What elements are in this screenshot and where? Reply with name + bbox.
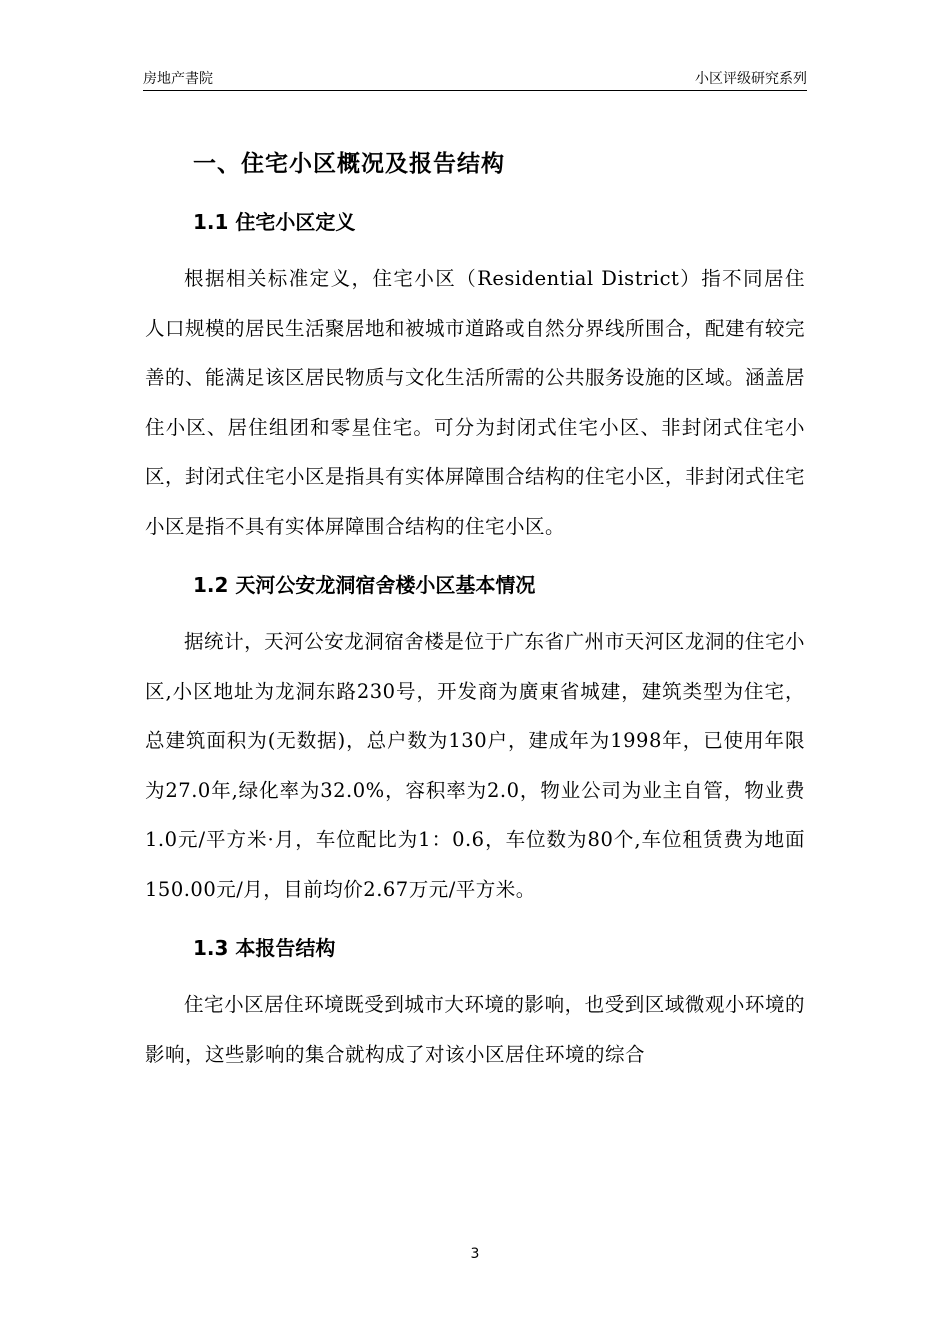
header-publisher: 房地产書院 [143, 71, 213, 87]
section-title-1-3: 1.3 本报告结构 [193, 936, 336, 960]
section-body-1-3: 住宅小区居住环境既受到城市大环境的影响，也受到区域微观小环境的影响，这些影响的集合就构成了对该小区居住环境的综合 [145, 993, 805, 1066]
section-title-1-1: 1.1 住宅小区定义 [193, 210, 356, 234]
header-series: 小区评级研究系列 [695, 71, 807, 87]
section-body-1-2: 据统计，天河公安龙洞宿舍楼是位于广东省广州市天河区龙洞的住宅小区,小区地址为龙洞东路230号，开发商为廣東省城建，建筑类型为住宅，总建筑面积为(无数据)，总户数为130户，建成年为1998年，已使用年限为27.0年,绿化率为32.0%，容积率为2.0，物业公司为业主自管，物业费1.0元/平方米·月，车位配比为1：0.6，车位数为80个,车位租赁费为地面150.00元/月，目前均价2.67万元/平方米。 [145, 630, 805, 901]
section-title-1-2: 1.2 天河公安龙洞宿舍楼小区基本情况 [193, 573, 536, 597]
page-header [143, 64, 807, 91]
document-body [145, 140, 805, 1079]
chapter-title: 一、住宅小区概况及报告结构 [193, 151, 505, 177]
section-body-1-1: 根据相关标准定义，住宅小区（Residential District）指不同居住人口规模的居民生活聚居地和被城市道路或自然分界线所围合，配建有较完善的、能满足该区居民物质与文化生活所需的公共服务设施的区域。涵盖居住小区、居住组团和零星住宅。可分为封闭式住宅小区、非封闭式住宅小区，封闭式住宅小区是指具有实体屏障围合结构的住宅小区，非封闭式住宅小区是指不具有实体屏障围合结构的住宅小区。 [145, 267, 806, 538]
page-number: 3 [470, 1246, 480, 1262]
